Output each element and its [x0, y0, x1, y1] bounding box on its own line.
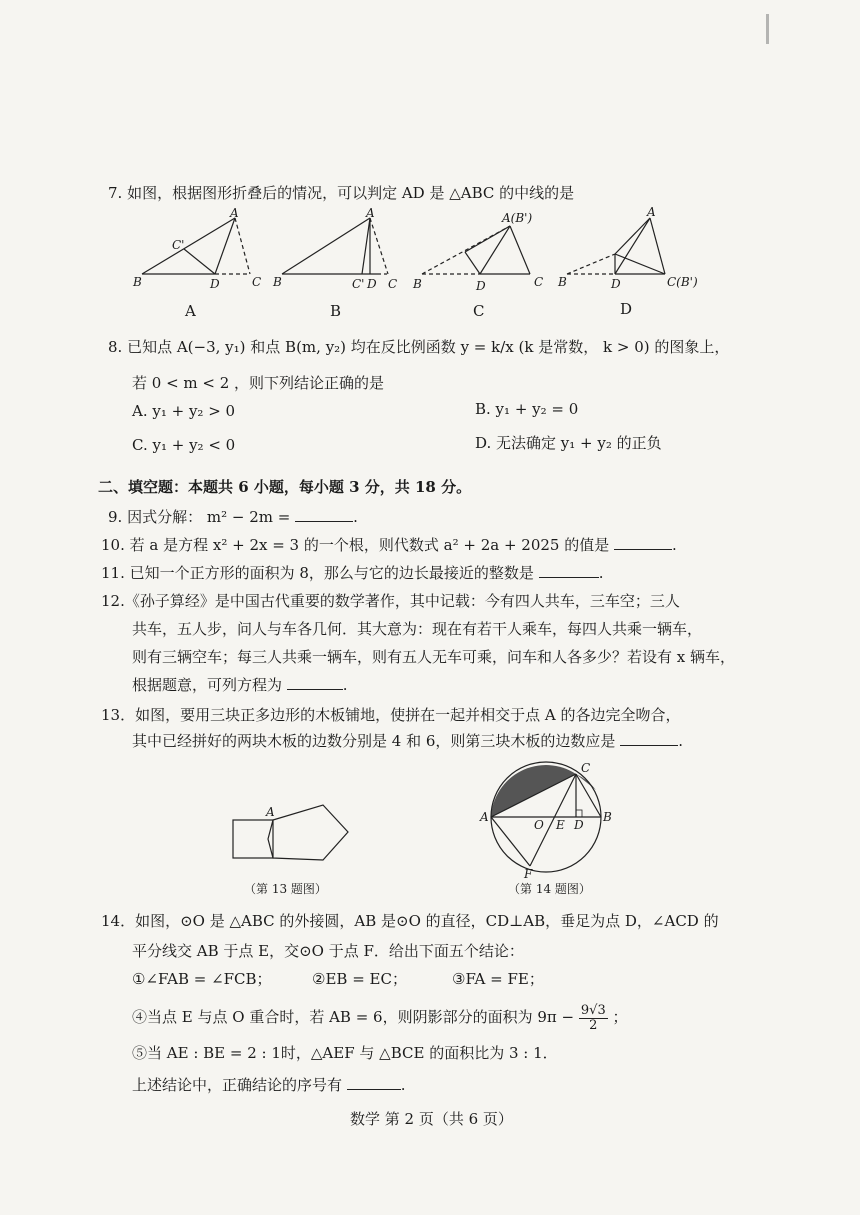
svg-text:A: A — [480, 810, 489, 824]
svg-text:D: D — [574, 818, 584, 832]
svg-text:C': C' — [352, 277, 365, 291]
svg-text:C(B'): C(B') — [667, 275, 698, 289]
svg-text:A: A — [647, 205, 656, 219]
svg-text:C: C — [252, 275, 262, 289]
q13-answer-blank[interactable] — [620, 731, 678, 746]
q14-line1: 14．如图，⊙O 是 △ABC 的外接圆，AB 是⊙O 的直径，CD⊥AB，垂足为点 D，∠ACD 的 — [101, 912, 719, 930]
q14-c4-numerator: 9√3 — [580, 1002, 606, 1018]
q7-figure-a — [130, 208, 270, 298]
svg-text:C: C — [388, 277, 398, 291]
q11-answer-blank[interactable] — [539, 563, 599, 578]
q14-answer-blank[interactable] — [347, 1075, 401, 1090]
q13-line2-text: 其中已经拼好的两块木板的边数分别是 4 和 6，则第三块木板的边数应是 — [132, 732, 616, 750]
svg-text:F: F — [524, 867, 533, 881]
page-footer: 数学 第 2 页（共 6 页） — [350, 1110, 513, 1128]
q12-answer-blank[interactable] — [287, 675, 343, 690]
q14-conclusion-1: ①∠FAB = ∠FCB； — [132, 970, 272, 988]
q14-conclusion-5: ⑤当 AE : BE = 2 : 1时，△AEF 与 △BCE 的面积比为 3 : 1． — [132, 1044, 558, 1062]
q9-text: 9. 因式分解： m² − 2m = — [108, 508, 291, 526]
q14-last-text: 上述结论中，正确结论的序号有 — [132, 1076, 343, 1094]
q14-c4-denominator: 2 — [589, 1017, 598, 1033]
q8-option-d: D. 无法确定 y₁ + y₂ 的正负 — [475, 434, 662, 452]
q11: 11. 已知一个正方形的面积为 8，那么与它的边长最接近的整数是 . — [101, 564, 604, 582]
svg-text:E: E — [556, 818, 565, 832]
q14-conclusion-4 — [132, 1000, 628, 1034]
svg-text:B: B — [133, 275, 142, 289]
q14-c4-end: ； — [612, 1008, 628, 1026]
q9: 9. 因式分解： m² − 2m = . — [108, 508, 358, 526]
svg-text:D: D — [476, 279, 486, 293]
q12-line3: 则有三辆空车；每三人共乘一辆车，则有五人无车可乘，问车和人各多少？若设有 x 辆车， — [132, 648, 735, 666]
fig14-caption: （第 14 题图） — [508, 882, 591, 896]
svg-text:B: B — [603, 810, 612, 824]
q7-figure-b — [270, 208, 410, 298]
q7-option-b-label: B — [330, 302, 342, 320]
q12-line4: 根据题意，可列方程为 . — [132, 676, 348, 694]
q7-option-c-label: C — [473, 302, 485, 320]
q14-c4-fraction — [579, 1004, 608, 1033]
scan-mark — [766, 14, 769, 44]
svg-text:C: C — [581, 761, 591, 775]
svg-text:B: B — [413, 277, 422, 291]
q10-answer-blank[interactable] — [614, 535, 672, 550]
q14-figure — [478, 760, 618, 880]
q7-option-a-label: A — [185, 302, 196, 320]
q8-option-a: A. y₁ + y₂ > 0 — [132, 402, 236, 420]
q9-answer-blank[interactable] — [295, 507, 353, 522]
q12-line2: 共车，五人步，问人与车各几何．其大意为：现在有若干人乘车，每四人共乘一辆车， — [132, 620, 703, 638]
q8-line1: 8. 已知点 A(−3, y₁) 和点 B(m, y₂) 均在反比例函数 y = k/x (k 是常数， k > 0) 的图象上， — [108, 338, 730, 356]
q11-text: 11. 已知一个正方形的面积为 8，那么与它的边长最接近的整数是 — [101, 564, 534, 582]
q14-c4-text: ④当点 E 与点 O 重合时，若 AB = 6，则阴影部分的面积为 9π − — [132, 1008, 575, 1026]
fig13-caption: （第 13 题图） — [244, 882, 327, 896]
q14-line2: 平分线交 AB 于点 E，交⊙O 于点 F．给出下面五个结论： — [132, 942, 524, 960]
q8-option-c: C. y₁ + y₂ < 0 — [132, 436, 236, 454]
svg-text:A: A — [366, 206, 375, 220]
q7-figure-c — [410, 208, 560, 298]
svg-text:C: C — [534, 275, 544, 289]
q7-figure-d — [555, 205, 715, 298]
q10-text: 10. 若 a 是方程 x² + 2x = 3 的一个根，则代数式 a² + 2a + 2025 的值是 — [101, 536, 610, 554]
svg-text:D: D — [611, 277, 621, 291]
q13-line2: 其中已经拼好的两块木板的边数分别是 4 和 6，则第三块木板的边数应是 . — [132, 732, 683, 750]
q7-option-d-label: D — [620, 300, 633, 318]
svg-text:B: B — [273, 275, 282, 289]
q14-conclusion-2: ②EB = EC； — [312, 970, 407, 988]
svg-text:O: O — [534, 818, 544, 832]
q10: 10. 若 a 是方程 x² + 2x = 3 的一个根，则代数式 a² + 2a + 2025 的值是 . — [101, 536, 677, 554]
q7-stem: 7. 如图，根据图形折叠后的情况，可以判定 AD 是 △ABC 的中线的是 — [108, 184, 575, 202]
q14-last-line: 上述结论中，正确结论的序号有 . — [132, 1076, 406, 1094]
q8-option-b: B. y₁ + y₂ = 0 — [475, 400, 579, 418]
svg-text:C': C' — [172, 238, 185, 252]
q8-line2: 若 0 < m < 2 ，则下列结论正确的是 — [132, 374, 385, 392]
svg-text:D: D — [367, 277, 377, 291]
svg-text:A: A — [230, 206, 239, 220]
svg-text:A: A — [266, 805, 275, 819]
svg-text:A(B'): A(B') — [502, 211, 533, 225]
q14-conclusion-3: ③FA = FE； — [452, 970, 544, 988]
q13-line1: 13．如图，要用三块正多边形的木板铺地，使拼在一起并相交于点 A 的各边完全吻合， — [101, 706, 681, 724]
svg-text:B: B — [558, 275, 567, 289]
q12-line1: 12.《孙子算经》是中国古代重要的数学著作，其中记载：今有四人共车，三车空；三人 — [101, 592, 680, 610]
svg-text:D: D — [210, 277, 220, 291]
q12-line4-text: 根据题意，可列方程为 — [132, 676, 283, 694]
q13-figure — [228, 800, 388, 880]
section-2-title: 二、填空题：本题共 6 小题，每小题 3 分，共 18 分。 — [98, 478, 472, 496]
